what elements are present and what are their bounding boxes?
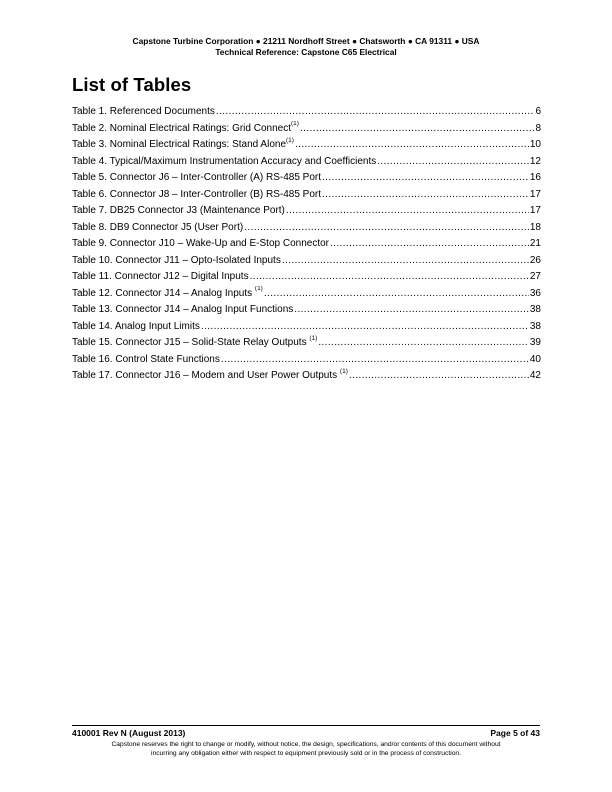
toc-entry-label	[72, 203, 285, 220]
toc-entry-title: Table 12. Connector J14 – Analog Inputs	[72, 287, 255, 299]
toc-entry[interactable]	[72, 121, 541, 138]
toc-entry-page: 8	[535, 122, 541, 134]
toc-entry-page: 42	[529, 370, 541, 381]
toc-entry-title: Table 11. Connector J12 – Digital Inputs	[72, 271, 249, 282]
toc-entry[interactable]	[72, 302, 541, 319]
dot-leader	[201, 319, 529, 336]
toc-entry[interactable]	[72, 368, 541, 385]
toc-entry-page: 27	[529, 271, 541, 282]
toc-entry[interactable]	[72, 154, 541, 171]
toc-entry-label	[72, 269, 249, 286]
toc-entry-label	[72, 187, 321, 204]
footer-divider	[72, 725, 540, 726]
toc-entry-label	[72, 368, 348, 385]
header-document-line: Technical Reference: Capstone C65 Electrical	[215, 47, 397, 57]
toc-entry-title: Table 9. Connector J10 – Wake-Up and E-Stop Connector	[72, 238, 329, 249]
toc-entry-page: 17	[529, 188, 541, 200]
dot-leader	[286, 203, 529, 220]
toc-entry[interactable]	[72, 335, 541, 352]
dot-leader	[282, 253, 529, 270]
toc-entry[interactable]	[72, 137, 541, 154]
footnote-marker: (1)	[290, 120, 299, 128]
toc-entry-label	[72, 154, 376, 171]
footnote-marker: (1)	[309, 335, 318, 342]
toc-entry[interactable]	[72, 220, 541, 237]
toc-entry-page: 38	[529, 320, 541, 332]
dot-leader	[294, 302, 529, 319]
header-company-line: Capstone Turbine Corporation ● 21211 Nordhoff Street ● Chatsworth ● CA 91311 ● USA	[132, 36, 480, 46]
toc-entry-title: Table 6. Connector J8 – Inter-Controller (B) RS-485 Port	[72, 188, 321, 200]
toc-entry-title: Table 8. DB9 Connector J5 (User Port)	[72, 221, 244, 233]
toc-entry-title: Table 14. Analog Input Limits	[72, 320, 200, 332]
toc-entry-page: 6	[535, 106, 541, 117]
footnote-marker: (1)	[339, 368, 348, 375]
toc-entry-label	[72, 137, 294, 154]
toc-entry[interactable]	[72, 253, 541, 270]
toc-entry-label	[72, 121, 299, 138]
toc-entry-label	[72, 352, 220, 369]
toc-entry-title: Table 5. Connector J6 – Inter-Controller (A) RS-485 Port	[72, 172, 321, 183]
toc-entry-page: 26	[529, 254, 541, 266]
toc-entry-page: 16	[529, 172, 541, 183]
toc-entry-label	[72, 319, 200, 336]
toc-entry-page: 38	[529, 304, 541, 315]
toc-entry-page: 18	[529, 221, 541, 233]
toc-entry-label	[72, 335, 317, 352]
toc-entry-title: Table 2. Nominal Electrical Ratings: Grid Connect	[72, 122, 291, 134]
dot-leader	[330, 236, 529, 253]
toc-entry-page: 36	[529, 287, 541, 299]
toc-entry[interactable]	[72, 269, 541, 286]
dot-leader	[322, 170, 529, 187]
toc-entry[interactable]	[72, 187, 541, 204]
dot-leader	[244, 220, 529, 237]
toc-entry-label	[72, 253, 281, 270]
dot-leader	[216, 104, 535, 121]
footer-document-id: 410001 Rev N (August 2013)	[72, 728, 186, 738]
toc-entry-label	[72, 302, 293, 319]
dot-leader	[377, 154, 529, 171]
toc-entry-title: Table 10. Connector J11 – Opto-Isolated Inputs	[72, 254, 281, 266]
footer-disclaimer-line: Capstone reserves the right to change or modify, without notice, the design, specifications, and/or contents of this document without	[111, 741, 501, 748]
footer-page-number: Page 5 of 43	[490, 728, 540, 738]
toc-entry[interactable]	[72, 352, 541, 369]
page-title: List of Tables	[72, 74, 192, 95]
toc-entry[interactable]	[72, 104, 541, 121]
toc-entry-label	[72, 170, 321, 187]
dot-leader	[250, 269, 529, 286]
list-of-tables	[72, 104, 541, 385]
toc-entry-page: 10	[529, 139, 541, 150]
toc-entry-title: Table 4. Typical/Maximum Instrumentation Accuracy and Coefficients	[72, 155, 377, 167]
footer-disclaimer	[60, 740, 552, 758]
toc-entry-title: Table 1. Referenced Documents	[72, 106, 215, 117]
toc-entry-title: Table 16. Control State Functions	[72, 353, 220, 365]
toc-entry[interactable]	[72, 203, 541, 220]
toc-entry-title: Table 17. Connector J16 – Modem and User Power Outputs	[72, 370, 340, 381]
toc-entry-page: 17	[529, 205, 541, 216]
dot-leader	[300, 121, 535, 138]
dot-leader	[318, 335, 529, 352]
toc-entry-label	[72, 220, 243, 237]
toc-entry-label	[72, 236, 329, 253]
dot-leader	[322, 187, 529, 204]
page-header	[0, 36, 612, 58]
toc-entry[interactable]	[72, 236, 541, 253]
footer-disclaimer-line: incurring any obligation either with respect to equipment previously sold or in the process of construction.	[150, 750, 462, 757]
dot-leader	[295, 137, 529, 154]
dot-leader	[264, 286, 529, 303]
toc-entry-title: Table 13. Connector J14 – Analog Input Functions	[72, 304, 294, 315]
toc-entry[interactable]	[72, 319, 541, 336]
toc-entry-page: 21	[529, 238, 541, 249]
toc-entry-title: Table 15. Connector J15 – Solid-State Relay Outputs	[72, 337, 310, 348]
dot-leader	[349, 368, 529, 385]
toc-entry-page: 12	[529, 155, 541, 167]
toc-entry[interactable]	[72, 286, 541, 303]
footnote-marker: (1)	[286, 137, 294, 144]
toc-entry-label	[72, 104, 215, 121]
toc-entry-label	[72, 286, 263, 303]
toc-entry-title: Table 3. Nominal Electrical Ratings: Stand Alone	[72, 139, 287, 150]
footnote-marker: (1)	[254, 285, 263, 293]
toc-entry-page: 40	[529, 353, 541, 365]
toc-entry[interactable]	[72, 170, 541, 187]
toc-entry-page: 39	[529, 337, 541, 348]
toc-entry-title: Table 7. DB25 Connector J3 (Maintenance Port)	[72, 205, 285, 216]
dot-leader	[221, 352, 529, 369]
